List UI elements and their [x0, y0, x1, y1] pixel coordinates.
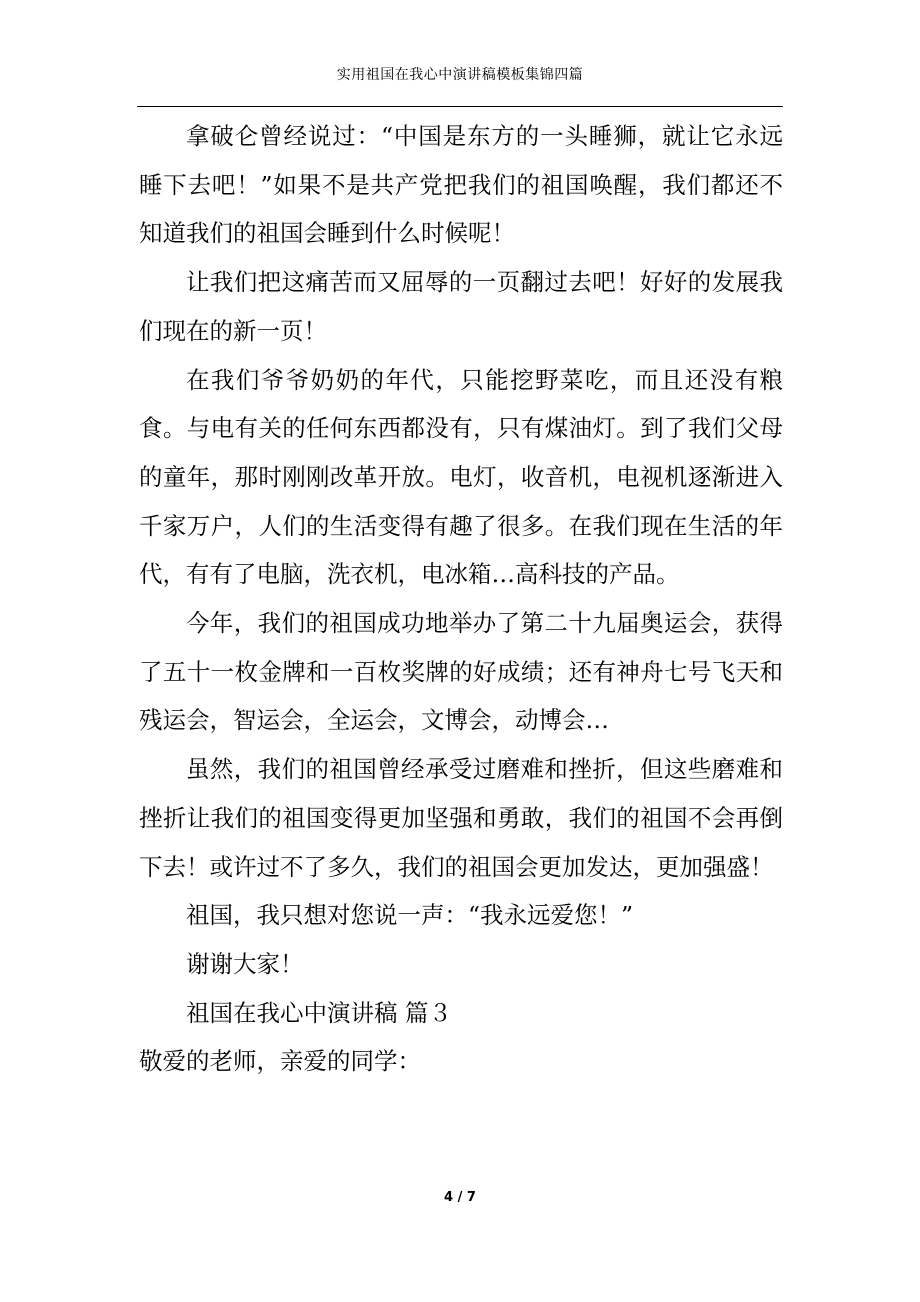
paragraph-thanks: 谢谢大家！ [186, 949, 304, 978]
paragraph-generations: 在我们爷爷奶奶的年代，只能挖野菜吃，而且还没有粮食。与电有关的任何东西都没有，只有煤油灯。到了我们父母的童年，那时刚刚改革开放。电灯，收音机，电视机逐渐进入千家万户，人们的生活变得有趣了很多。在我们现在生活的年代，有有了电脑，洗衣机，电冰箱…高科技的产品。 [139, 365, 783, 589]
section-heading-part-3: 祖国在我心中演讲稿 篇３ [186, 998, 452, 1027]
paragraph-hardships: 虽然，我们的祖国曾经承受过磨难和挫折，但这些磨难和挫折让我们的祖国变得更加坚强和勇敢，我们的祖国不会再倒下去！或许过不了多久，我们的祖国会更加发达，更加强盛！ [139, 755, 783, 881]
paragraph-love-motherland: 祖国，我只想对您说一声：“我永远爱您！” [186, 901, 634, 930]
paragraph-olympics: 今年，我们的祖国成功地举办了第二十九届奥运会，获得了五十一枚金牌和一百枚奖牌的好成绩；还有神舟七号飞天和残运会，智运会，全运会，文博会，动博会… [139, 609, 783, 735]
header-divider [137, 106, 783, 107]
paragraph-napoleon-quote: 拿破仑曾经说过：“中国是东方的一头睡狮，就让它永远睡下去吧！”如果不是共产党把我们的祖国唤醒，我们都还不知道我们的祖国会睡到什么时候呢！ [139, 122, 783, 248]
page-number: 4 / 7 [444, 1190, 476, 1205]
document-body [139, 112, 783, 1086]
paragraph-salutation: 敬爱的老师，亲爱的同学： [139, 1047, 421, 1076]
paragraph-turn-page: 让我们把这痛苦而又屈辱的一页翻过去吧！好好的发展我们现在的新一页！ [139, 268, 783, 345]
document-header-title: 实用祖国在我心中演讲稿模板集锦四篇 [336, 67, 584, 83]
